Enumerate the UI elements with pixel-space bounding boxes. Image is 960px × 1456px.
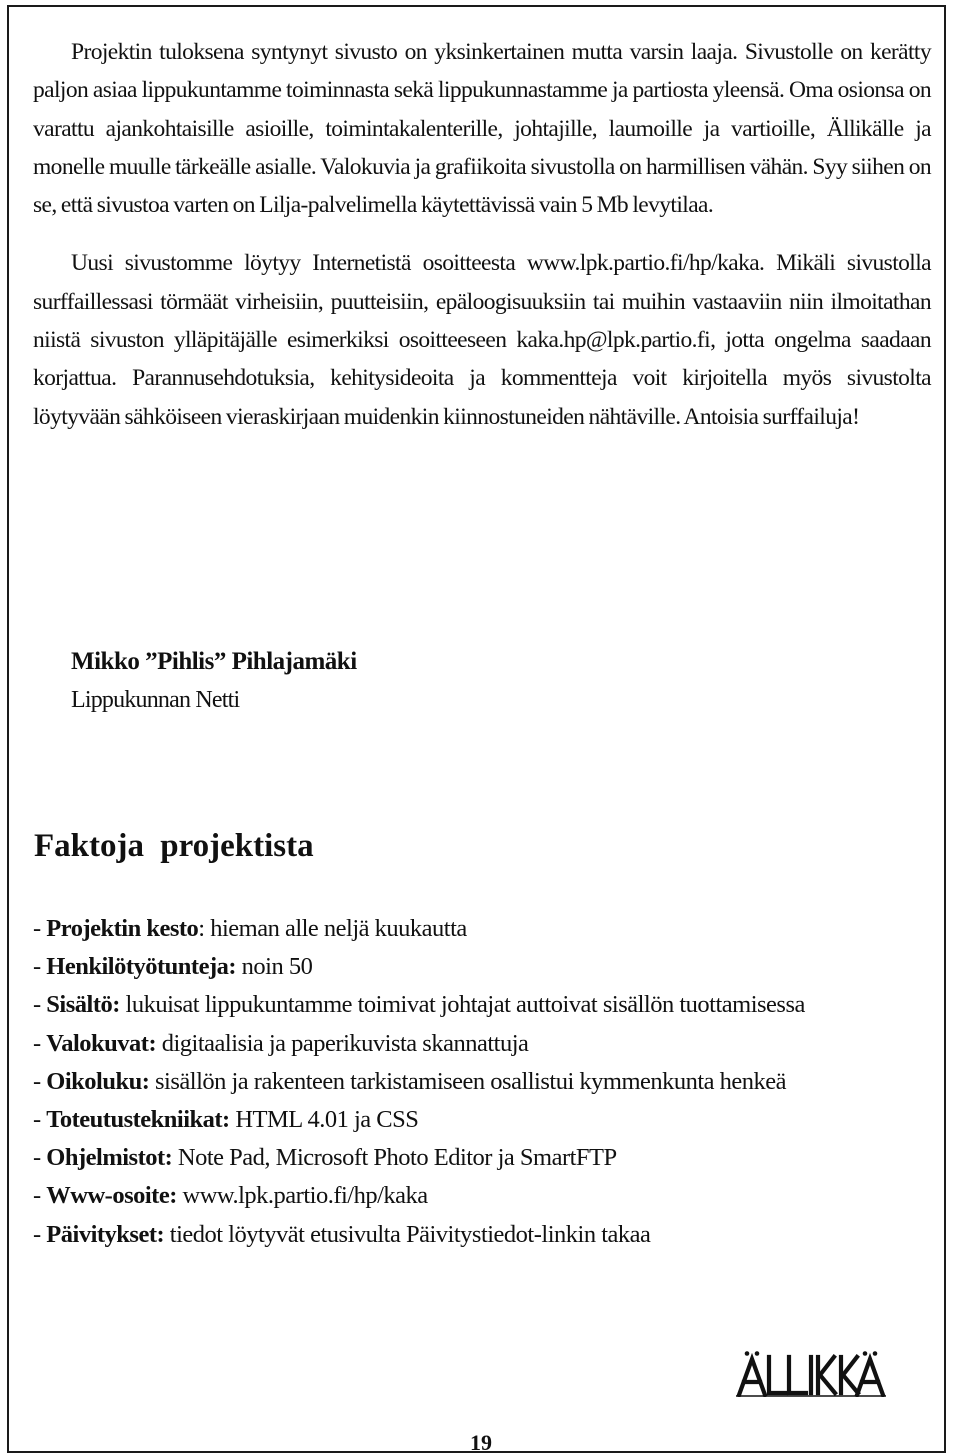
fact-value: noin 50	[236, 953, 313, 981]
list-item: - Www-osoite: www.lpk.partio.fi/hp/kaka	[33, 1182, 428, 1210]
article-body	[33, 33, 931, 436]
author-role: Lippukunnan Netti	[71, 687, 240, 713]
fact-value: sisällön ja rakenteen tarkistamiseen osallistui kymmenkunta henkeä	[149, 1067, 787, 1095]
list-item: - Sisältö: lukuisat lippukuntamme toimivat johtajat auttoivat sisällön tuottamisessa	[33, 991, 805, 1019]
fact-value: digitaalisia ja paperikuvista skannattuja	[156, 1029, 529, 1057]
fact-label: Henkilötyötunteja:	[46, 953, 237, 981]
fact-value: www.lpk.partio.fi/hp/kaka	[176, 1182, 428, 1210]
fact-label: Sisältö:	[46, 991, 120, 1019]
fact-label: Toteutustekniikat:	[46, 1106, 230, 1134]
fact-value: lukuisat lippukuntamme toimivat johtajat auttoivat sisällön tuottamisessa	[119, 991, 805, 1019]
page-number: 19	[470, 1430, 492, 1455]
fact-label: Oikoluku:	[46, 1067, 150, 1095]
paragraph-text: Projektin tuloksena syntynyt sivusto on yksinkertainen mutta varsin laaja. Sivustolle on kerätty paljon asiaa lippukuntamme toiminnasta sekä lippukunnastamme ja partiosta yleensä. Oma osionsa on varattu ajankohtaisille asioille, toimintakalenterille, johtajille, laumoille ja vartioille, Ällikälle ja monelle muulle tärkeälle asialle. Valokuvia ja grafiikoita sivustolla on harmillisen vähän. Syy siihen on se, että sivustoa varten on Lilja-palvelimella käytettävissä vain 5 Mb levytilaa.	[33, 39, 931, 219]
author-signature	[71, 643, 357, 719]
allikka-logo-icon	[736, 1351, 886, 1397]
fact-value: Note Pad, Microsoft Photo Editor ja SmartFTP	[172, 1144, 617, 1172]
article-paragraph	[33, 33, 931, 224]
fact-value: tiedot löytyvät etusivulta Päivitystiedot-linkin takaa	[164, 1220, 651, 1248]
list-item: - Oikoluku: sisällön ja rakenteen tarkistamiseen osallistui kymmenkunta henkeä	[33, 1067, 787, 1095]
author-name: Mikko ”Pihlis” Pihlajamäki	[71, 648, 357, 675]
fact-label: Projektin kesto	[46, 915, 199, 942]
fact-separator: :	[198, 915, 205, 942]
paragraph-text: Uusi sivustomme löytyy Internetistä osoitteesta www.lpk.partio.fi/hp/kaka. Mikäli sivustolla surffaillessasi törmäät virheisiin, puutteisiin, epäloogisuuksiin tai muihin vastaaviin niin ilmoitathan niistä sivuston ylläpitäjälle esimerkiksi osoitteeseen kaka.hp@lpk.partio.fi, jotta ongelma saadaan korjattua. Parannusehdotuksia, kehitysideoita ja kommentteja voit kirjoitella myös sivustolta löytyvään sähköiseen vieraskirjaan muidenkin kiinnostuneiden nähtäville. Antoisia surffailuja!	[33, 250, 931, 430]
fact-value: hieman alle neljä kuukautta	[204, 915, 467, 942]
list-item: - Projektin kesto: hieman alle neljä kuukautta	[33, 915, 467, 942]
fact-label: Ohjelmistot:	[46, 1144, 173, 1172]
fact-label: Päivitykset:	[46, 1220, 165, 1248]
facts-list	[33, 910, 933, 1254]
list-item: - Toteutustekniikat: HTML 4.01 ja CSS	[33, 1106, 419, 1134]
fact-label: Www-osoite:	[46, 1182, 177, 1210]
list-item: - Valokuvat: digitaalisia ja paperikuvista skannattuja	[33, 1029, 529, 1057]
article-paragraph	[33, 244, 931, 435]
list-item: - Ohjelmistot: Note Pad, Microsoft Photo Editor ja SmartFTP	[33, 1144, 617, 1172]
fact-label: Valokuvat:	[46, 1029, 157, 1057]
list-item: - Päivitykset: tiedot löytyvät etusivulta Päivitystiedot-linkin takaa	[33, 1220, 651, 1248]
facts-heading: Faktoja projektista	[34, 828, 314, 864]
list-item: - Henkilötyötunteja: noin 50	[33, 953, 313, 981]
fact-value: HTML 4.01 ja CSS	[229, 1106, 419, 1134]
